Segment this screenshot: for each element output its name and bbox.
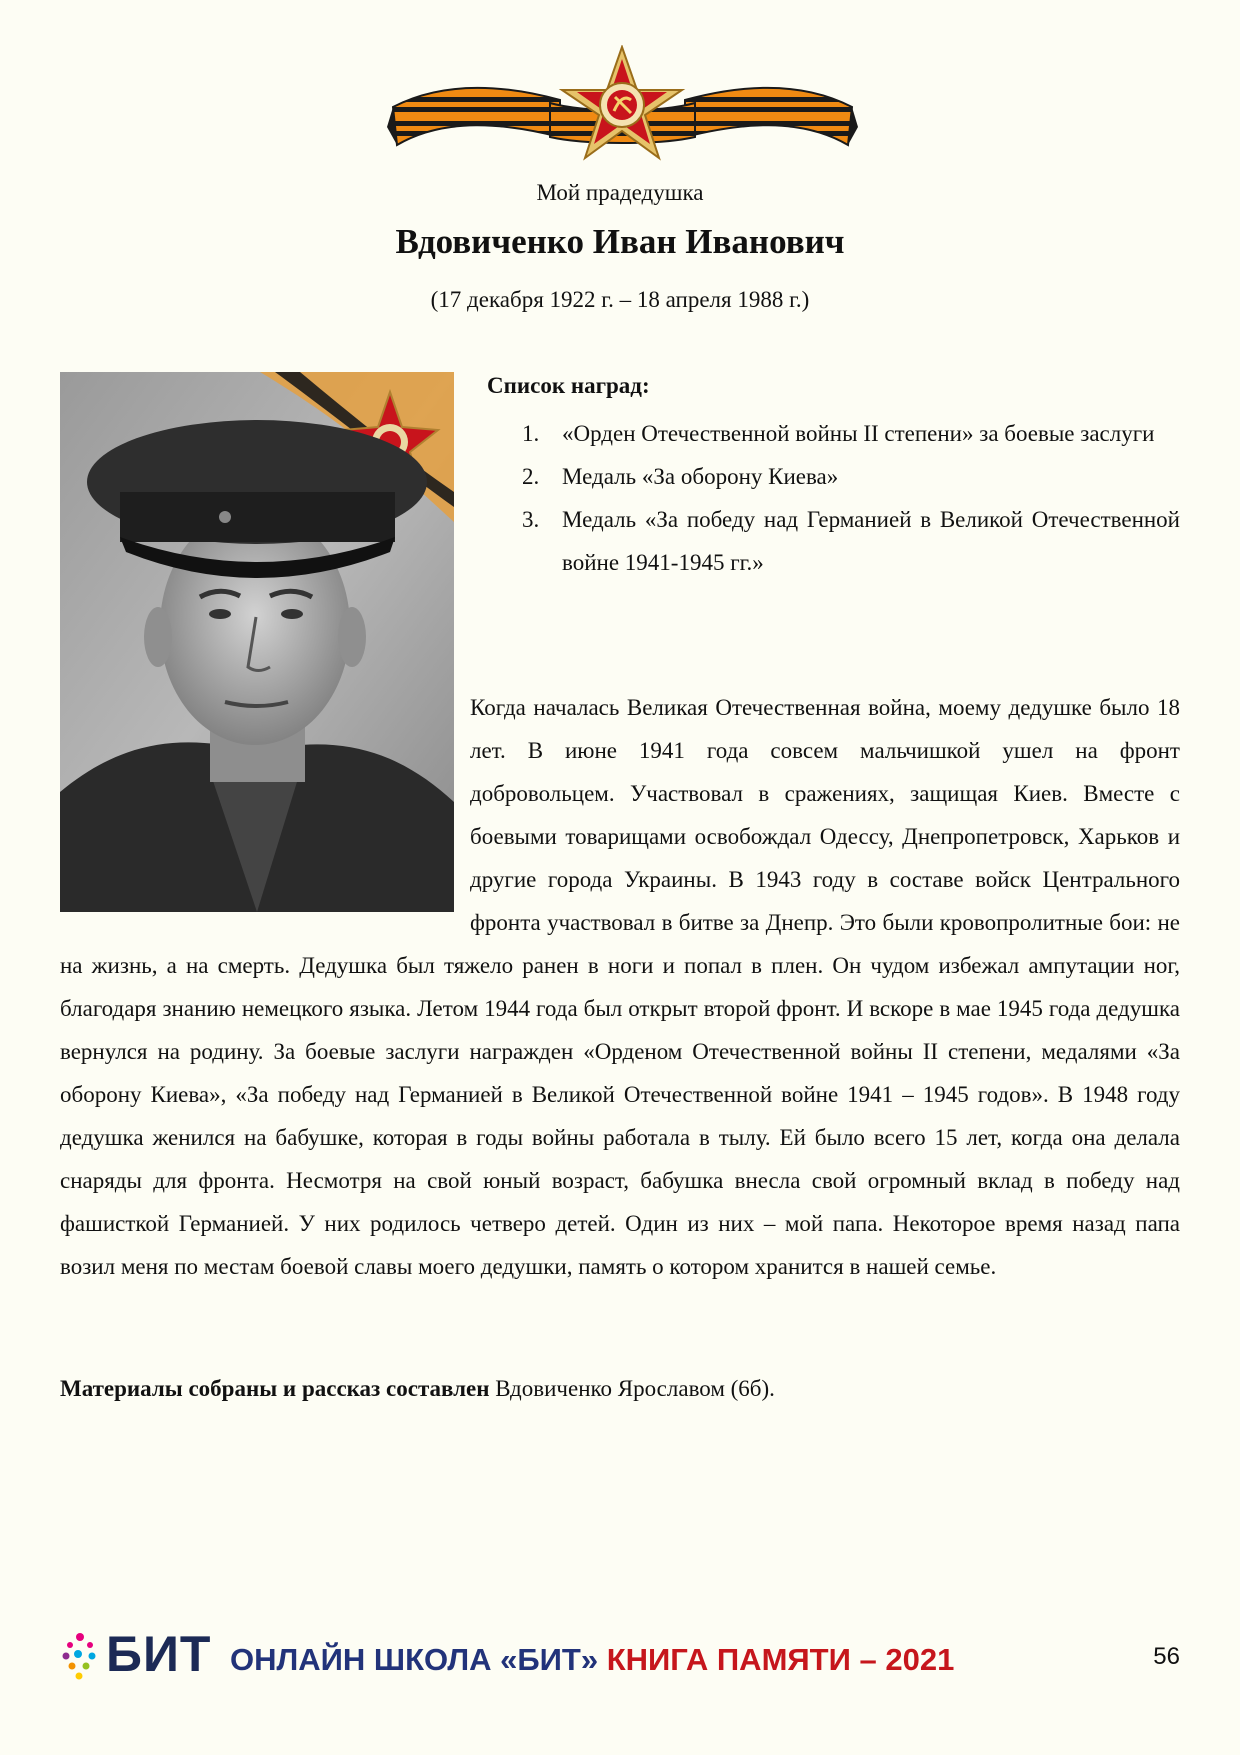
list-item — [522, 455, 1180, 498]
awards-list — [522, 412, 1180, 584]
list-item — [522, 498, 1180, 584]
logo-dots-icon — [60, 1631, 100, 1681]
credits — [60, 1376, 1180, 1402]
credits-label: Материалы собраны и рассказ составлен — [60, 1376, 490, 1401]
story — [60, 686, 1180, 1288]
awards-title: Список наград: — [487, 373, 650, 398]
subtitle: Мой прадедушка — [536, 180, 704, 205]
person-name: Вдовиченко Иван Иванович — [395, 222, 845, 261]
story-text: Когда началась Великая Отечественная война, моему дедушке было 18 лет. В июне 1941 года совсем мальчишкой ушел на фронт добровольцем. Участвовал в сражениях, защищая Киев. Вместе с боевыми товарищами освобождал Одессу, Днепропетровск, Харьков и другие города Украины. В 1943 году в составе войск Центрального фронта участвовал в битве за Днепр. Это были кровопролитные бои: не на жизнь, а на смерть. Дедушка был тяжело ранен в ноги и попал в плен. Он чудом избежал ампутации ног, благодаря знанию немецкого языка. Летом 1944 года был открыт второй фронт. И вскоре в мае 1945 года дедушка вернулся на родину. За боевые заслуги награжден «Орденом Отечественной войны II степени, медалями «За оборону Киева», «За победу над Германией в Великой Отечественной войне 1941 – 1945 годов». В 1948 году дедушка женился на бабушке, которая в годы войны работала в тылу. Ей было всего 15 лет, когда она делала снаряды для фронта. Несмотря на свой юный возраст, бабушка внесла свой огромный вклад в победу над фашисткой Германией. У них родилось четверо детей. Один из них – мой папа. Некоторое время назад папа возил меня по местам боевой славы моего дедушки, память о котором хранится в нашей семье. — [60, 695, 1180, 1279]
order-of-patriotic-war-ribbon-icon — [385, 45, 860, 165]
life-dates: (17 декабря 1922 г. – 18 апреля 1988 г.) — [430, 287, 810, 312]
list-item-text: «Орден Отечественной войны II степени» за боевые заслуги — [562, 421, 1155, 446]
list-item-text: Медаль «За победу над Германией в Великой Отечественной войне 1941-1945 гг.» — [562, 507, 1180, 575]
list-item — [522, 412, 1180, 455]
list-item-number: 3. — [522, 507, 540, 532]
list-item-text: Медаль «За оборону Киева» — [562, 464, 839, 489]
logo: БИТ — [106, 1626, 212, 1682]
footer — [60, 1625, 1180, 1685]
footer-title — [230, 1642, 954, 1678]
footer-school: ОНЛАЙН ШКОЛА «БИТ» — [230, 1642, 607, 1677]
list-item-number: 2. — [522, 464, 540, 489]
list-item-number: 1. — [522, 421, 540, 446]
page-number: 56 — [1153, 1643, 1180, 1670]
credits-author: Вдовиченко Ярославом (6б). — [489, 1376, 775, 1401]
footer-book: КНИГА ПАМЯТИ – 2021 — [606, 1642, 955, 1677]
